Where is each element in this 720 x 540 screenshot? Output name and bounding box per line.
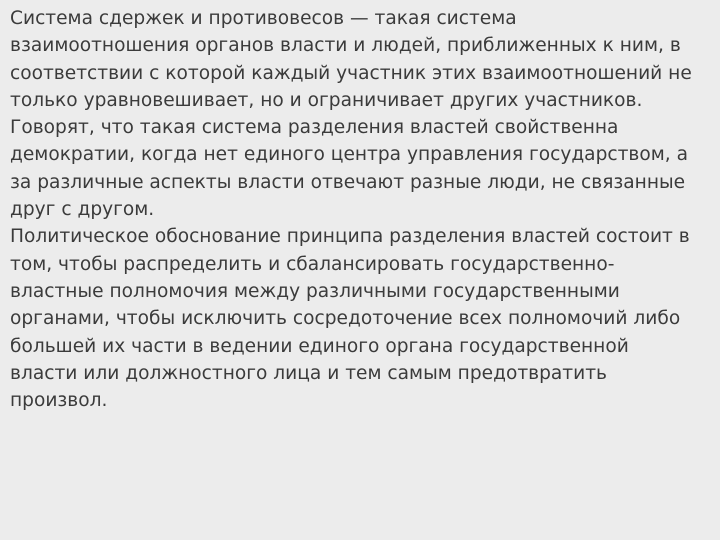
text-line: взаимоотношения органов власти и людей, приближенных к ним, в xyxy=(10,35,681,57)
text-line: Говорят, что такая система разделения властей свойственна xyxy=(10,117,619,139)
text-line: демократии, когда нет единого центра управления государством, а xyxy=(10,144,689,166)
text-line: том, чтобы распределить и сбалансировать государственно- xyxy=(10,253,615,275)
text-line: органами, чтобы исключить сосредоточение всех полномочий либо xyxy=(10,308,681,330)
text-line: только уравновешивает, но и ограничивает других участников. xyxy=(10,89,643,111)
text-line: произвол. xyxy=(10,390,108,412)
text-line: друг с другом. xyxy=(10,199,155,221)
text-line: власти или должностного лица и тем самым предотвратить xyxy=(10,362,608,384)
text-line: за различные аспекты власти отвечают разные люди, не связанные xyxy=(10,171,686,193)
text-line: соответствии с которой каждый участник этих взаимоотношений не xyxy=(10,62,692,84)
text-line: большей их части в ведении единого органа государственной xyxy=(10,335,629,357)
text-line: властные полномочия между различными государственными xyxy=(10,280,620,302)
text-line: Система сдержек и противовесов — такая система xyxy=(10,8,517,29)
text-line: Политическое обоснование принципа разделения властей состоит в xyxy=(10,226,690,248)
body-text xyxy=(10,5,715,414)
